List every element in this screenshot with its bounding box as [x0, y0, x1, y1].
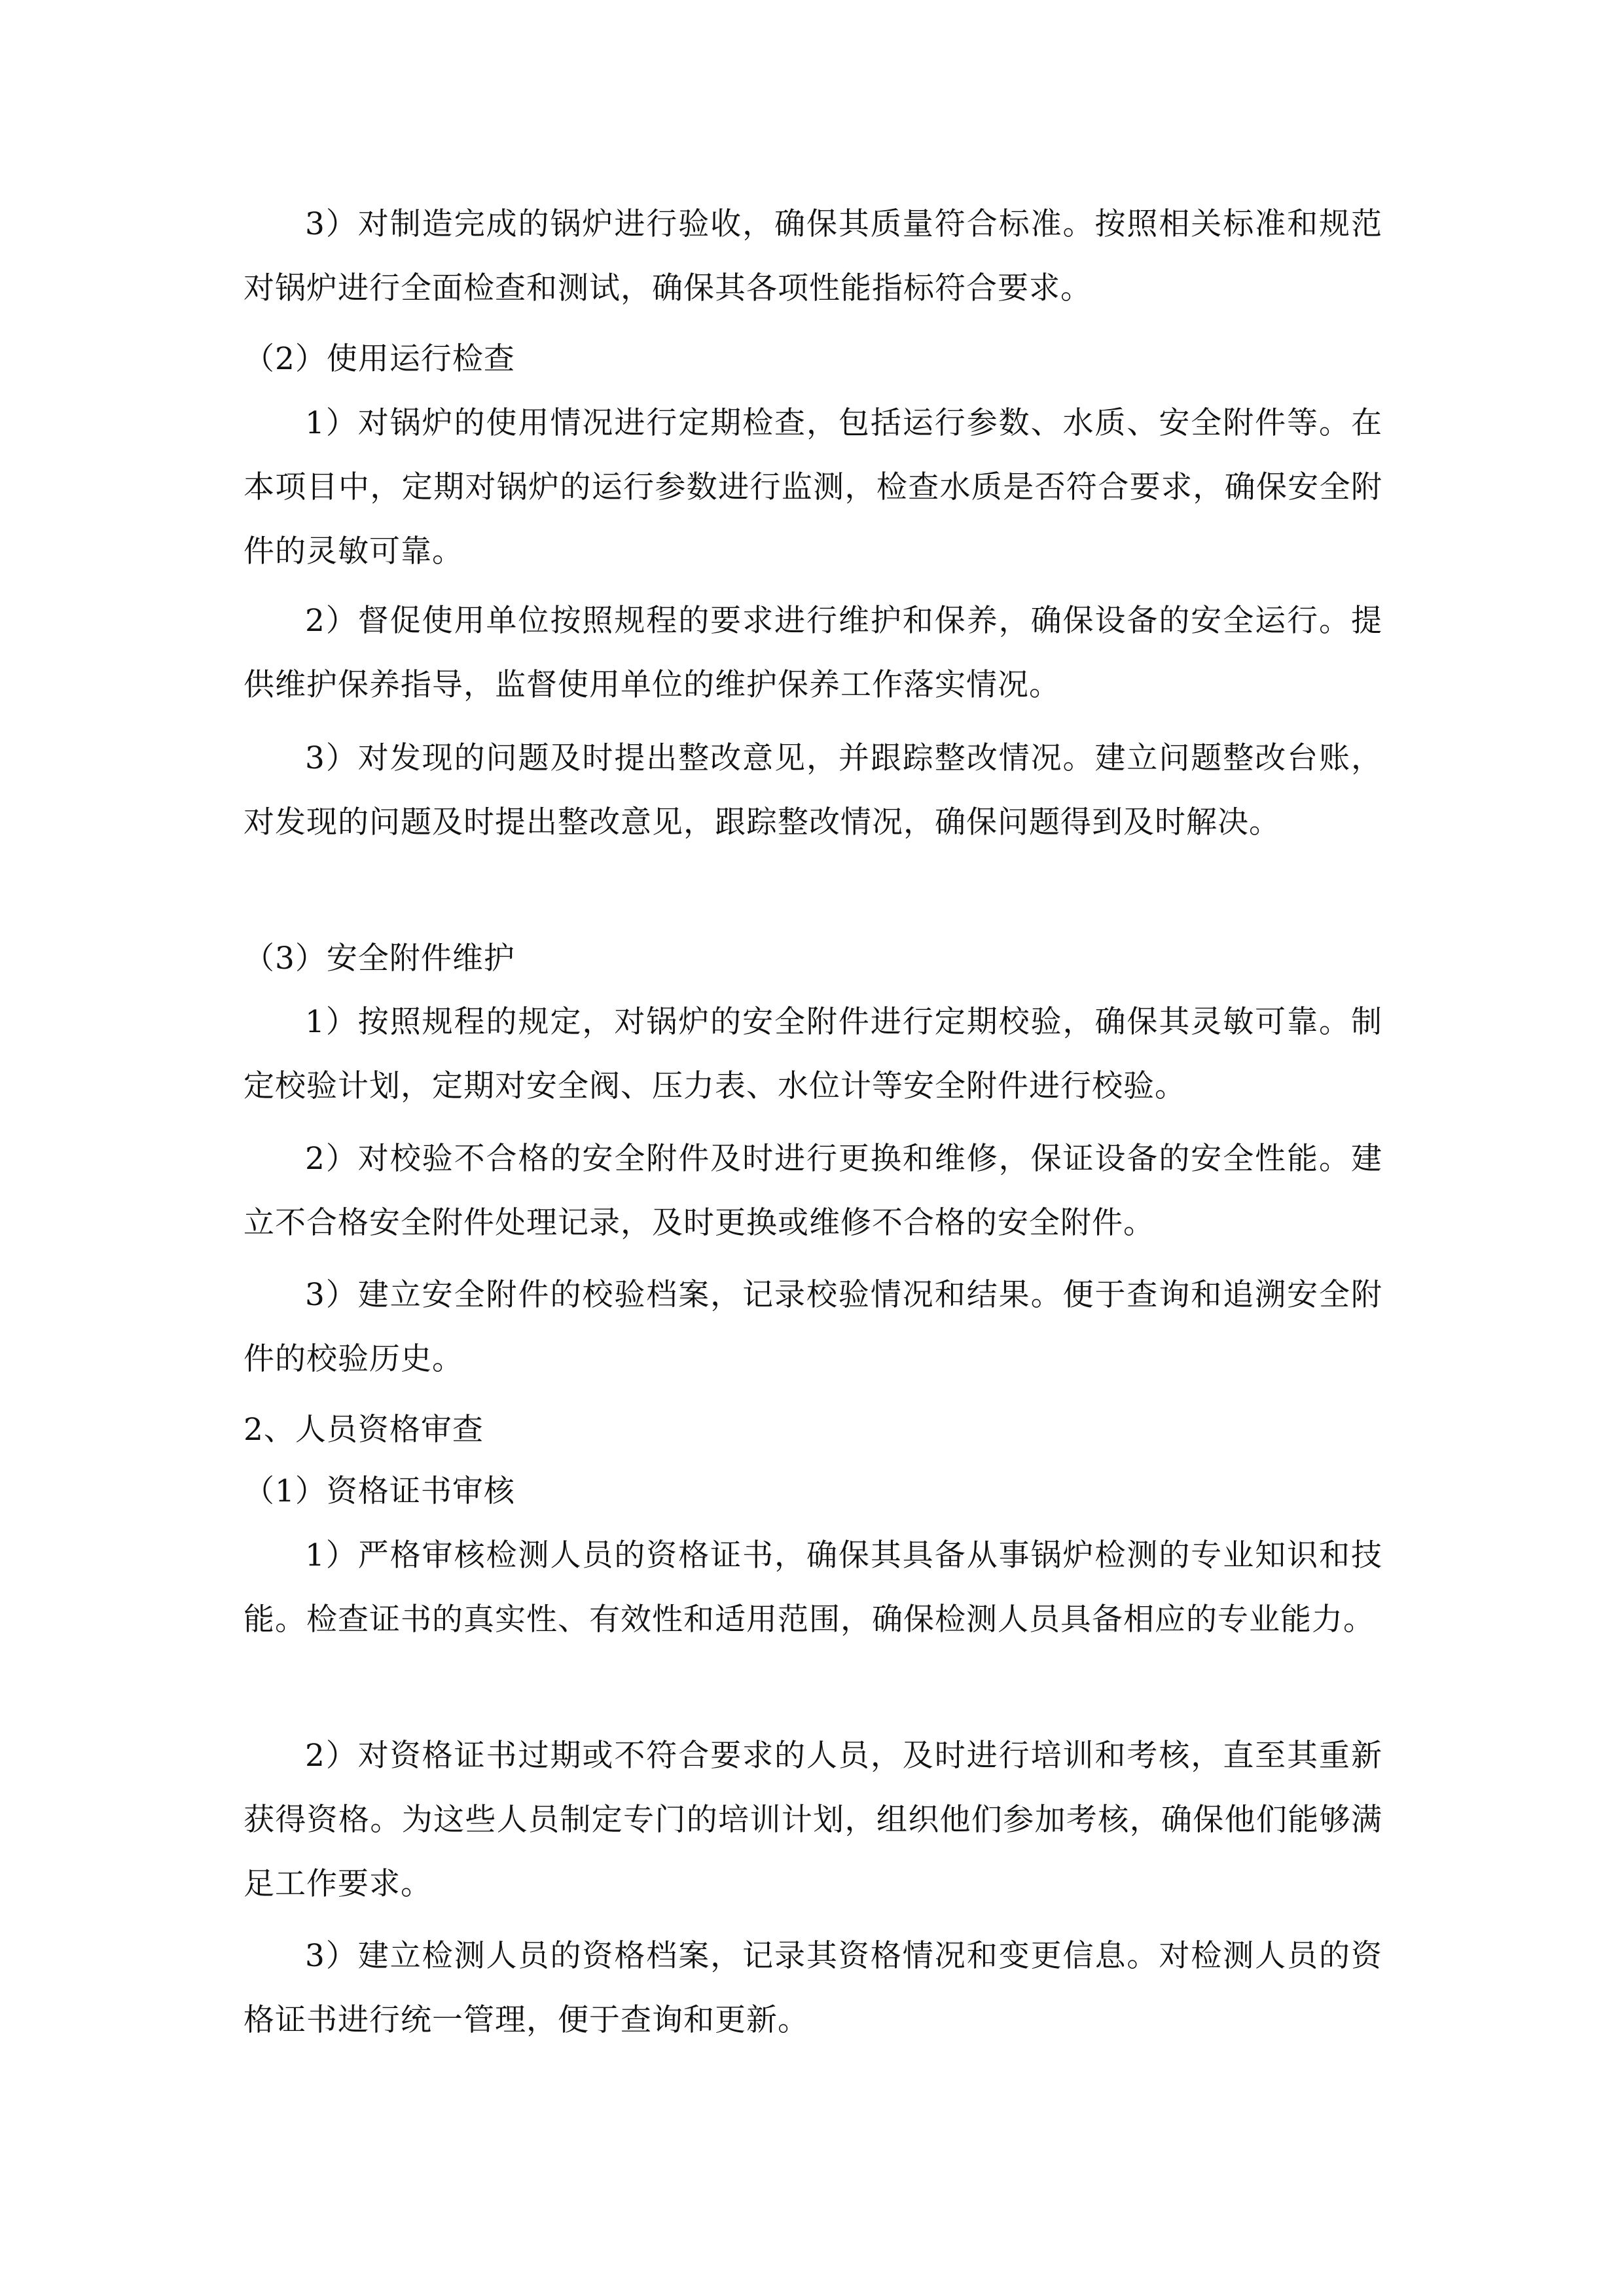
paragraph-acceptance: 3）对制造完成的锅炉进行验收，确保其质量符合标准。按照相关标准和规范对锅炉进行全面检查和测试，确保其各项性能指标符合要求。: [244, 206, 1382, 306]
paragraph-calibration-archive: 3）建立安全附件的校验档案，记录校验情况和结果。便于查询和追溯安全附件的校验历史。: [244, 1277, 1382, 1377]
paragraph-rectification: 3）对发现的问题及时提出整改意见，并跟踪整改情况。建立问题整改台账，对发现的问题及时提出整改意见，跟踪整改情况，确保问题得到及时解决。: [244, 740, 1382, 840]
section-heading-safety-accessories: （3）安全附件维护: [244, 941, 515, 977]
paragraph-training: 2）对资格证书过期或不符合要求的人员，及时进行培训和考核，直至其重新获得资格。为这些人员制定专门的培训计划，组织他们参加考核，确保他们能够满足工作要求。: [244, 1738, 1382, 1902]
paragraph-qualification-archive: 3）建立检测人员的资格档案，记录其资格情况和变更信息。对检测人员的资格证书进行统一管理，便于查询和更新。: [244, 1938, 1382, 2038]
paragraph-replacement: 2）对校验不合格的安全附件及时进行更换和维修，保证设备的安全性能。建立不合格安全附件处理记录，及时更换或维修不合格的安全附件。: [244, 1141, 1382, 1241]
section-heading-operation-inspection: （2）使用运行检查: [244, 341, 515, 377]
paragraph-certificate-audit: 1）严格审核检测人员的资格证书，确保其具备从事锅炉检测的专业知识和技能。检查证书的真实性、有效性和适用范围，确保检测人员具备相应的专业能力。: [244, 1537, 1382, 1638]
paragraph-maintenance-supervision: 2）督促使用单位按照规程的要求进行维护和保养，确保设备的安全运行。提供维护保养指导，监督使用单位的维护保养工作落实情况。: [244, 603, 1382, 703]
paragraph-periodic-inspection: 1）对锅炉的使用情况进行定期检查，包括运行参数、水质、安全附件等。在本项目中，定期对锅炉的运行参数进行监测，检查水质是否符合要求，确保安全附件的灵敏可靠。: [244, 405, 1382, 569]
section-heading-certificate-review: （1）资格证书审核: [244, 1473, 515, 1509]
paragraph-calibration: 1）按照规程的规定，对锅炉的安全附件进行定期校验，确保其灵敏可靠。制定校验计划，定期对安全阀、压力表、水位计等安全附件进行校验。: [244, 1004, 1382, 1104]
section-heading-personnel-qualification: 2、人员资格审查: [244, 1412, 484, 1448]
